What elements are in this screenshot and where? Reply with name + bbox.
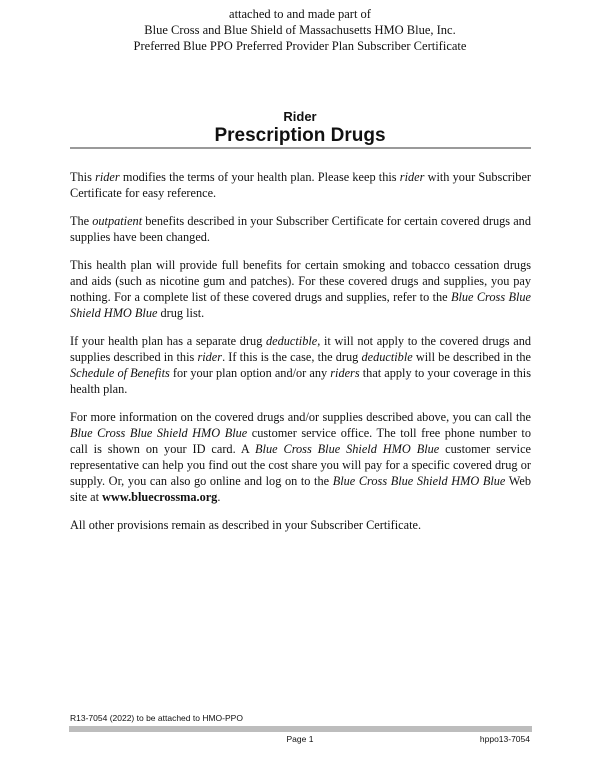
footer-divider	[69, 726, 532, 732]
text-segment: with your Subscriber Certificate for easy reference.	[70, 170, 531, 200]
text-segment: benefits described in your Subscriber Certificate for certain covered drugs and supplies have been changed.	[70, 214, 531, 244]
text-segment: Blue Cross Blue Shield HMO Blue	[255, 442, 440, 456]
paragraph	[70, 257, 531, 321]
title-divider	[70, 147, 531, 149]
text-segment: outpatient	[92, 214, 143, 228]
text-segment: .	[217, 490, 221, 504]
header-line: Blue Cross and Blue Shield of Massachusetts HMO Blue, Inc.	[144, 23, 456, 37]
page-number: Page 1	[286, 734, 314, 744]
paragraph	[70, 333, 531, 397]
text-segment: Blue Cross Blue Shield HMO Blue	[332, 474, 506, 488]
text-segment: for your plan option and/or any	[169, 366, 331, 380]
header-line: Preferred Blue PPO Preferred Provider Plan Subscriber Certificate	[133, 39, 467, 53]
text-segment: deductible	[266, 334, 318, 348]
text-segment: Blue Cross Blue Shield HMO Blue	[70, 426, 248, 440]
text-segment: Blue Cross Blue Shield HMO Blue	[70, 290, 532, 320]
text-segment: . If this is the case, the drug	[222, 350, 362, 364]
header-line: attached to and made part of	[229, 7, 371, 21]
text-segment: Web site at	[70, 474, 531, 504]
text-segment: modifies the terms of your health plan. Please keep this	[119, 170, 400, 184]
website-link[interactable]: www.bluecrossma.org	[102, 490, 218, 504]
text-segment: The	[70, 214, 93, 228]
text-segment: will be described in the	[412, 350, 531, 364]
text-segment: If your health plan has a separate drug	[70, 334, 267, 348]
text-segment: that apply to your coverage in this health plan.	[70, 366, 532, 396]
text-segment: riders	[330, 366, 360, 380]
text-segment: , it will not apply to the covered drugs and supplies described in this	[70, 334, 531, 364]
text-segment: rider	[399, 170, 425, 184]
text-segment: customer service office. The toll free phone number to call is shown on your ID card. A	[70, 426, 532, 456]
text-segment: For more information on the covered drugs and/or supplies described above, you can call the	[70, 410, 531, 424]
rider-label: Rider	[283, 109, 317, 124]
paragraph	[70, 517, 531, 533]
text-segment: rider	[197, 350, 223, 364]
paragraph	[70, 409, 531, 505]
form-code: hppo13-7054	[479, 734, 530, 744]
header-block	[0, 6, 600, 54]
paragraph	[70, 169, 531, 201]
footer-form-text: R13-7054 (2022) to be attached to HMO-PPO	[70, 713, 243, 723]
text-segment: customer service representative can help you find out the cost share you will pay for a specific covered drug or supply. Or, you can also go online and log on to the	[70, 442, 531, 488]
text-segment: This	[70, 170, 96, 184]
text-segment: This health plan will provide full benefits for certain smoking and tobacco cessation drugs and aids (such as nicotine gum and patches). For these covered drugs and supplies, you pay nothing. For a complete list of these covered drugs and supplies, refer to the	[70, 258, 531, 304]
text-segment: Schedule of Benefits	[70, 366, 170, 380]
text-segment: rider	[95, 170, 120, 184]
body-text	[70, 169, 531, 545]
page-title: Prescription Drugs	[214, 125, 386, 146]
text-segment: All other provisions remain as described in your Subscriber Certificate.	[70, 518, 422, 532]
text-segment: drug list.	[157, 306, 205, 320]
text-segment: deductible	[361, 350, 413, 364]
paragraph	[70, 213, 531, 245]
